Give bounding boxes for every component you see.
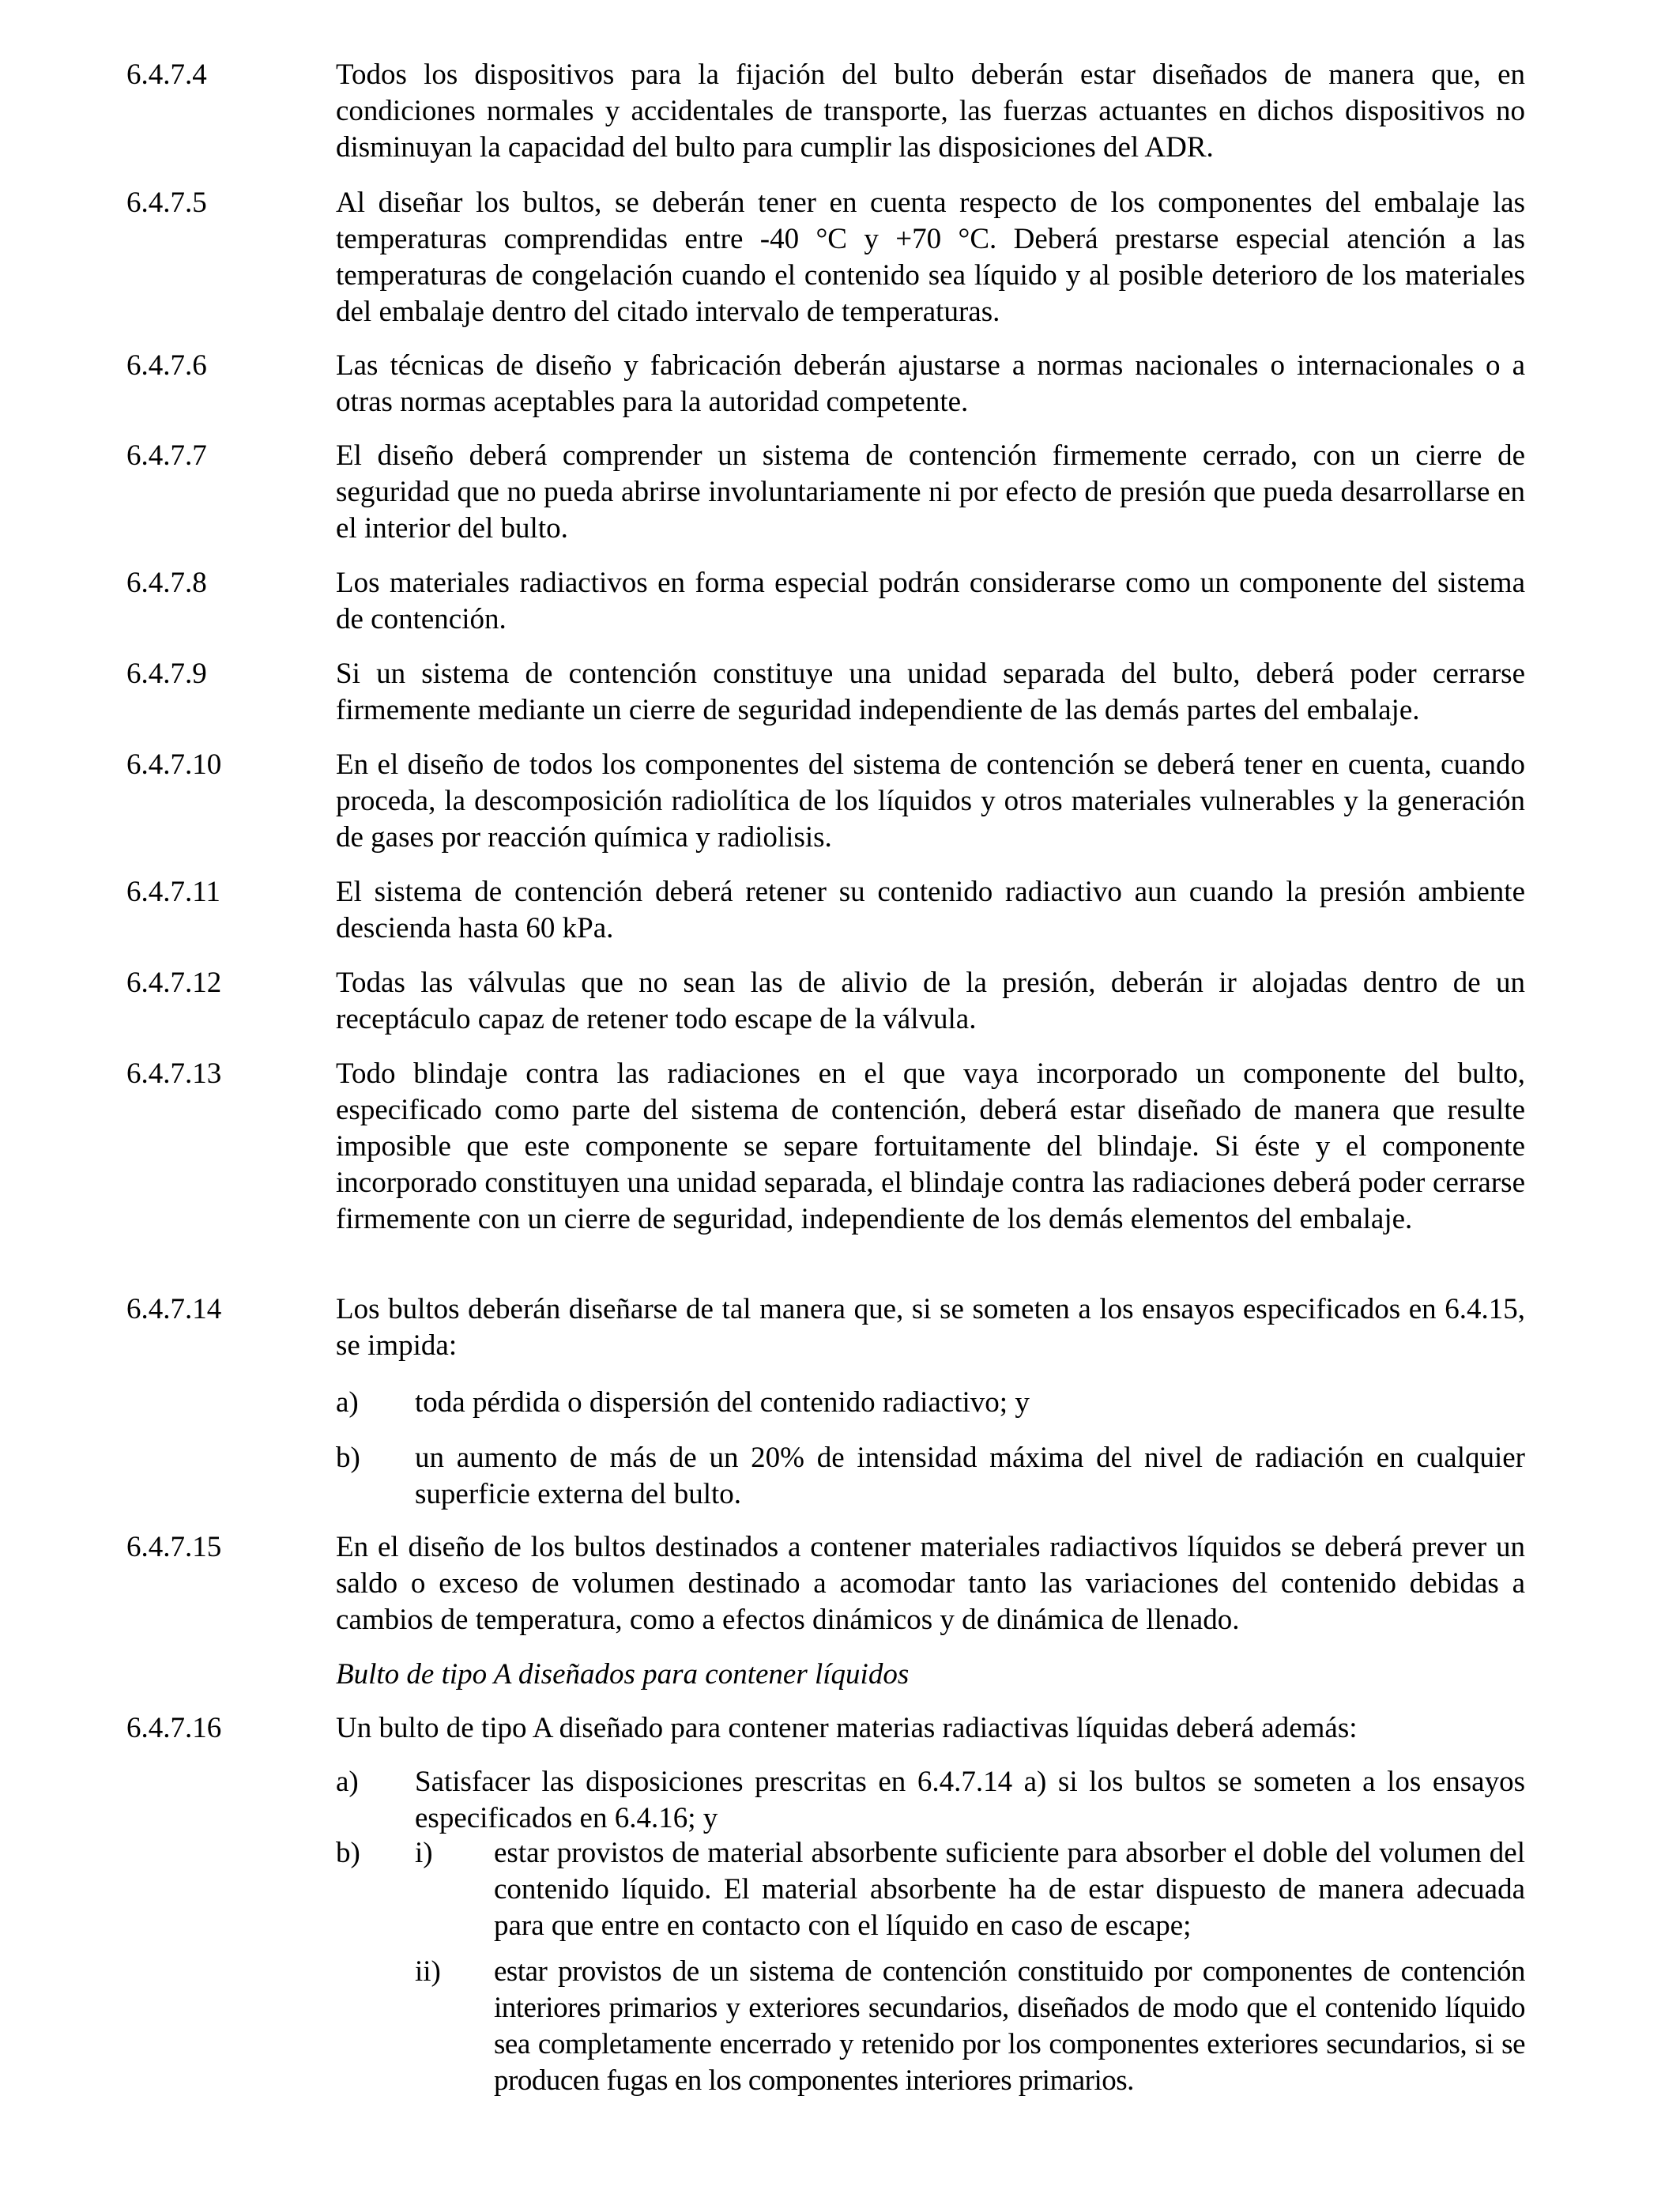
section-text: El diseño deberá comprender un sistema de contención firmemente cerrado, con un cierre de seguridad que no pueda abrirse involuntariamente ni por efecto de presión que pueda desarrollarse en el interior del bulto.	[336, 439, 1525, 545]
list-item-text: toda pérdida o dispersión del contenido radiactivo; y	[415, 1386, 1030, 1419]
section-number: 6.4.7.16	[126, 1712, 222, 1744]
section-number: 6.4.7.4	[126, 58, 207, 91]
section-text: Al diseñar los bultos, se deberán tener en cuenta respecto de los componentes del embalaje las temperaturas comprendidas entre -40 °C y +70 °C. Deberá prestarse especial atención a las temperaturas de congelación cuando el contenido sea líquido y al posible deterioro de los materiales del embalaje dentro del citado intervalo de temperaturas.	[336, 187, 1525, 328]
section-6-4-7-16	[126, 1710, 1525, 2169]
section-text: El sistema de contención deberá retener su contenido radiactivo aun cuando la presión ambiente descienda hasta 60 kPa.	[336, 876, 1525, 944]
list-item-label: a)	[336, 1386, 359, 1419]
section-number: 6.4.7.15	[126, 1531, 222, 1563]
section-number: 6.4.7.12	[126, 967, 222, 999]
section-number: 6.4.7.8	[126, 567, 207, 599]
section-number: 6.4.7.7	[126, 439, 207, 472]
list-item-label: b)	[336, 1442, 360, 1474]
section-6-4-7-14	[126, 1291, 1525, 1510]
sub-item-label: i)	[415, 1837, 433, 1869]
section-text: En el diseño de los bultos destinados a contener materiales radiactivos líquidos se deberá prever un saldo o exceso de volumen destinado a acomodar tanto las variaciones del contenido debidas a cambios de temperatura, como a efectos dinámicos y de dinámica de llenado.	[336, 1531, 1525, 1636]
sub-item-text: estar provistos de material absorbente suficiente para absorber el doble del volumen del contenido líquido. El material absorbente ha de estar dispuesto de manera adecuada para que entre en contacto con el líquido en caso de escape;	[494, 1837, 1525, 1942]
section-number: 6.4.7.6	[126, 349, 207, 382]
section-number: 6.4.7.14	[126, 1293, 222, 1325]
section-text: Las técnicas de diseño y fabricación deberán ajustarse a normas nacionales o internacionales o a otras normas aceptables para la autoridad competente.	[336, 349, 1525, 418]
section-text: Todo blindaje contra las radiaciones en el que vaya incorporado un componente del bulto, especificado como parte del sistema de contención, deberá estar diseñado de manera que resulte imposible que este componente se separe fortuitamente del blindaje. Si éste y el componente incorporado constituyen una unidad separada, el blindaje contra las radiaciones deberá poder cerrarse firmemente con un cierre de seguridad, independiente de los demás elementos del embalaje.	[336, 1057, 1525, 1235]
section-text: Todas las válvulas que no sean las de alivio de la presión, deberán ir alojadas dentro de un receptáculo capaz de retener todo escape de la válvula.	[336, 967, 1525, 1035]
section-text: Los bultos deberán diseñarse de tal manera que, si se someten a los ensayos especificados en 6.4.15, se impida:	[336, 1293, 1525, 1362]
section-text: Un bulto de tipo A diseñado para contener materias radiactivas líquidas deberá además:	[336, 1712, 1358, 1744]
section-text: Los materiales radiactivos en forma especial podrán considerarse como un componente del sistema de contención.	[336, 567, 1525, 635]
subsection-heading: Bulto de tipo A diseñados para contener líquidos	[336, 1658, 910, 1691]
section-number: 6.4.7.10	[126, 748, 222, 781]
section-number: 6.4.7.9	[126, 658, 207, 690]
section-number: 6.4.7.13	[126, 1057, 222, 1090]
list-item-label: a)	[336, 1766, 359, 1798]
section-text: En el diseño de todos los componentes del sistema de contención se deberá tener en cuenta, cuando proceda, la descomposición radiolítica de los líquidos y otros materiales vulnerables y la generación de gases por reacción química y radiolisis.	[336, 748, 1525, 854]
list-item-text: Satisfacer las disposiciones prescritas en 6.4.7.14 a) si los bultos se someten a los ensayos especificados en 6.4.16; y	[415, 1766, 1525, 1834]
sub-item-text: estar provistos de un sistema de contención constituido por componentes de contención interiores primarios y exteriores secundarios, diseñados de modo que el contenido líquido sea completamente encerrado y retenido por los componentes exteriores secundarios, si se producen fugas en los componentes interiores primarios.	[494, 1955, 1525, 2097]
section-text: Si un sistema de contención constituye una unidad separada del bulto, deberá poder cerrarse firmemente mediante un cierre de seguridad independiente de las demás partes del embalaje.	[336, 658, 1525, 726]
sub-item-label: ii)	[415, 1955, 441, 1988]
section-number: 6.4.7.11	[126, 876, 220, 908]
list-item-label: b)	[336, 1837, 360, 1869]
section-number: 6.4.7.5	[126, 187, 207, 219]
section-text: Todos los dispositivos para la fijación del bulto deberán estar diseñados de manera que, en condiciones normales y accidentales de transporte, las fuerzas actuantes en dichos dispositivos no disminuyan la capacidad del bulto para cumplir las disposiciones del ADR.	[336, 58, 1525, 164]
list-item-text: un aumento de más de un 20% de intensidad máxima del nivel de radiación en cualquier superficie externa del bulto.	[415, 1442, 1525, 1510]
